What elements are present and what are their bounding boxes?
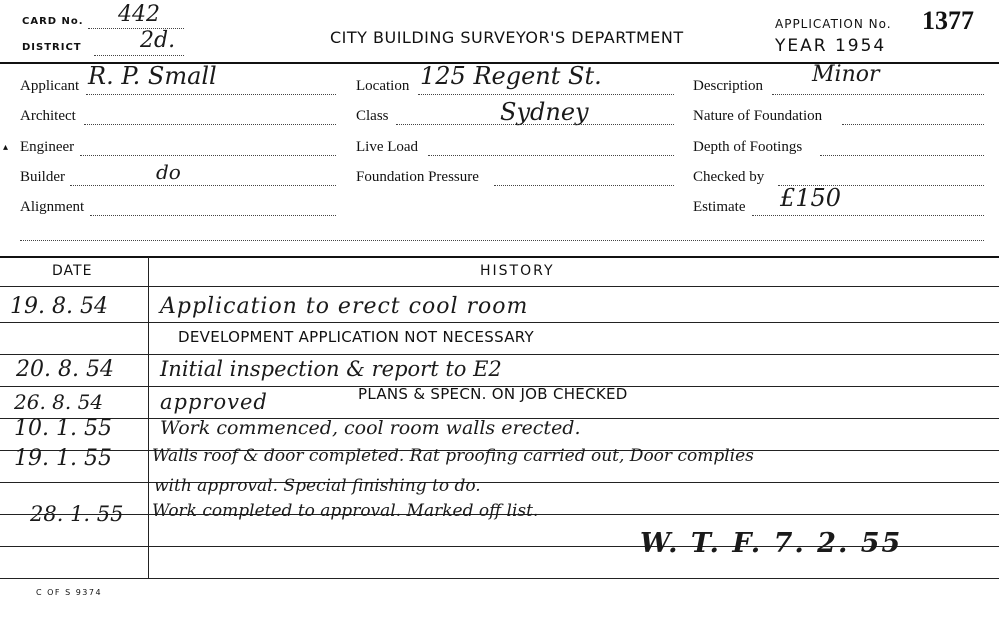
nature-label: Nature of Foundation	[693, 108, 823, 124]
description-value: Minor	[812, 62, 880, 87]
foundation-pressure-line	[494, 185, 674, 186]
year-label: YEAR 1954	[775, 36, 887, 56]
applicant-label: Applicant	[20, 78, 80, 94]
live-load-line	[428, 155, 674, 156]
row-stamp: DEVELOPMENT APPLICATION NOT NECESSARY	[178, 328, 535, 346]
estimate-line	[752, 215, 984, 216]
row-date: 10. 1. 55	[14, 416, 112, 441]
alignment-label: Alignment	[20, 199, 85, 215]
application-no-label: APPLICATION No.	[775, 17, 892, 31]
district-label: DISTRICT	[22, 42, 82, 53]
card-no-value: 442	[118, 2, 160, 27]
location-line	[418, 94, 674, 95]
estimate-value: £150	[780, 184, 842, 212]
live-load-label: Live Load	[356, 139, 419, 155]
row-rule	[0, 322, 999, 323]
checked-by-label: Checked by	[693, 169, 765, 185]
row-history: Work commenced, cool room walls erected.	[160, 417, 581, 439]
applicant-line	[86, 94, 336, 95]
builder-label: Builder	[20, 169, 65, 185]
architect-label: Architect	[20, 108, 76, 124]
table-header-divider	[0, 286, 999, 287]
alignment-line	[90, 215, 336, 216]
row-date: 20. 8. 54	[16, 357, 114, 382]
row-rule	[0, 578, 999, 579]
engineer-marker: ▴	[3, 142, 9, 153]
depth-line	[820, 155, 984, 156]
row-history: Application to erect cool room	[160, 294, 529, 319]
row-history: Walls roof & door completed. Rat proofing carried out, Door complies	[152, 446, 754, 466]
class-value: Sydney	[500, 98, 589, 126]
estimate-label: Estimate	[693, 199, 746, 215]
department-title: CITY BUILDING SURVEYOR'S DEPARTMENT	[330, 28, 684, 47]
row-date: 19. 8. 54	[10, 294, 108, 319]
fields-divider	[0, 256, 999, 258]
row-history: Initial inspection & report to E2	[160, 357, 502, 381]
applicant-value: R. P. Small	[88, 62, 217, 90]
form-code: C OF S 9374	[36, 588, 103, 597]
location-label: Location	[356, 78, 410, 94]
depth-label: Depth of Footings	[693, 139, 803, 155]
row-stamp: PLANS & SPECN. ON JOB CHECKED	[358, 385, 628, 403]
row-history: with approval. Special finishing to do.	[154, 476, 481, 496]
description-label: Description	[693, 78, 763, 94]
location-value: 125 Regent St.	[420, 62, 602, 90]
engineer-label: Engineer	[20, 139, 75, 155]
spare-line	[20, 240, 984, 241]
row-date: 19. 1. 55	[14, 446, 112, 471]
engineer-line	[80, 155, 336, 156]
row-history: approved	[160, 390, 268, 414]
row-history: Work completed to approval. Marked off list.	[152, 501, 539, 521]
district-line	[94, 55, 184, 56]
foundation-pressure-label: Foundation Pressure	[356, 169, 479, 185]
application-no-value: 1377	[922, 6, 974, 35]
district-value: 2d.	[140, 28, 176, 53]
row-date: 26. 8. 54	[14, 390, 104, 414]
builder-value: do	[156, 160, 181, 184]
architect-line	[84, 124, 336, 125]
builder-line	[70, 185, 336, 186]
date-header: DATE	[52, 263, 93, 279]
row-rule	[0, 482, 999, 483]
class-line	[396, 124, 674, 125]
nature-line	[842, 124, 984, 125]
description-line	[772, 94, 984, 95]
row-date: 28. 1. 55	[30, 502, 124, 526]
card-no-label: CARD No.	[22, 16, 84, 27]
signature: W. T. F. 7. 2. 55	[640, 528, 903, 559]
class-label: Class	[356, 108, 389, 124]
row-rule	[0, 354, 999, 355]
history-header: HISTORY	[480, 263, 555, 279]
